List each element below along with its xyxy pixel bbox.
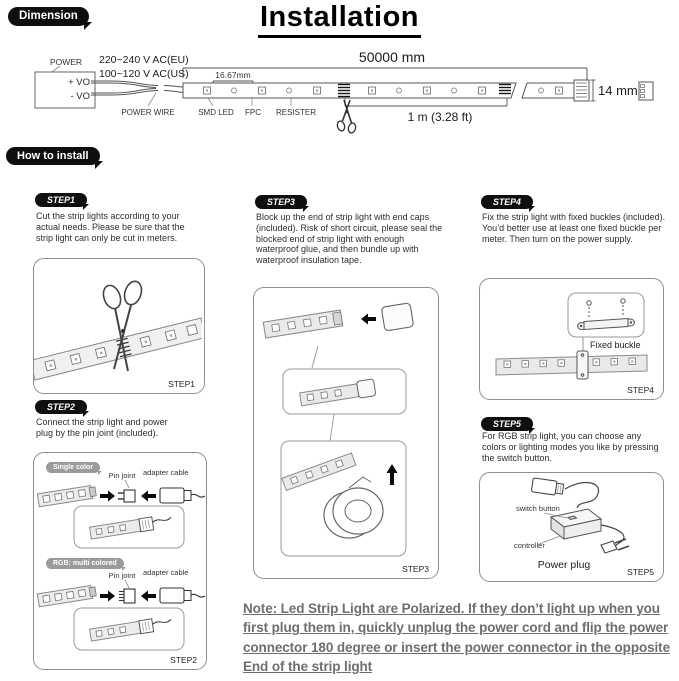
step1-diagram xyxy=(34,259,202,391)
step1-figure xyxy=(33,258,205,394)
page-title: Installation xyxy=(0,1,679,38)
power-plug-label: Power plug xyxy=(537,559,591,571)
step2-rgb-diagram xyxy=(34,565,206,657)
step5-diagram xyxy=(480,473,661,579)
fpc-label: FPC xyxy=(245,108,261,117)
power-wire xyxy=(91,81,183,95)
strip-piece xyxy=(37,485,96,507)
adapter-cable xyxy=(160,588,205,603)
led-strip xyxy=(183,80,589,101)
cable xyxy=(565,483,599,508)
resister-label: RESISTER xyxy=(275,108,317,117)
adapter-cable-label: adapter cable xyxy=(143,469,189,477)
width-dimension xyxy=(591,80,596,101)
step1-badge: STEP1 xyxy=(35,193,87,207)
how-to-install-badge: How to install xyxy=(6,147,100,165)
adapter-cable xyxy=(160,488,205,503)
strip-connector xyxy=(531,478,564,496)
step5-badge: STEP5 xyxy=(481,417,533,431)
switch-button-label: switch button xyxy=(516,504,560,513)
step3-diagram xyxy=(254,288,436,576)
smd-led-label: SMD LED xyxy=(198,108,234,117)
mounted-strip xyxy=(496,351,647,379)
led-pitch-label: 16.67mm xyxy=(215,70,251,80)
step3-description: Block up the end of strip light with end caps (included). Risk of short circuit, please seal the blocked end of strip light with enough waterproof glue, and then bundle up with waterproof insulation tape. xyxy=(256,212,443,266)
step4-diagram xyxy=(480,279,661,397)
strip-width-label: 14 mm xyxy=(598,83,638,98)
arrow-right-icon xyxy=(100,491,115,502)
buckle-clamp xyxy=(577,351,588,379)
plus-terminal-label: + VO xyxy=(68,77,90,88)
step5-description: For RGB strip light, you can choose any colors or lighting modes you like by pressing the switch button. xyxy=(482,431,659,463)
cut-length-label: 1 m (3.28 ft) xyxy=(407,110,473,124)
controller-label: controller xyxy=(514,541,545,550)
voltage-us-label: 100~120 V AC(US) xyxy=(99,68,189,80)
strip-dimension-diagram xyxy=(0,40,679,140)
arrow-left-icon xyxy=(141,491,156,502)
arrow-left-icon xyxy=(361,314,376,325)
fixed-buckle-label: Fixed buckle xyxy=(590,340,641,350)
spare-connector xyxy=(639,82,653,100)
cut-length-dimension xyxy=(345,98,507,106)
power-plug xyxy=(601,539,629,553)
power-wire-label: POWER WIRE xyxy=(121,108,175,117)
step2-corner-label: STEP2 xyxy=(170,655,197,665)
callout-lines xyxy=(208,98,291,106)
power-label: POWER xyxy=(49,57,83,67)
voltage-eu-label: 220~240 V AC(EU) xyxy=(99,54,189,66)
step3-corner-label: STEP3 xyxy=(402,564,429,574)
dimension-section-badge: Dimension xyxy=(8,7,89,26)
rgb-multi-color-badge: RGB: multi colored xyxy=(46,558,124,569)
step5-figure xyxy=(479,472,664,582)
total-length-label: 50000 mm xyxy=(358,49,426,65)
step1-corner-label: STEP1 xyxy=(168,379,195,389)
pin-joint-connector-4pin xyxy=(119,589,135,603)
adapter-cable-label: adapter cable xyxy=(143,568,189,577)
step2-single-color-diagram xyxy=(34,469,206,555)
pin-joint-connector xyxy=(118,490,135,502)
arrow-left-icon xyxy=(141,591,156,602)
step4-corner-label: STEP4 xyxy=(627,385,654,395)
step5-corner-label: STEP5 xyxy=(627,567,654,577)
arrow-right-icon xyxy=(100,591,115,602)
end-connector xyxy=(574,80,589,101)
single-color-badge: Single color xyxy=(46,462,100,473)
step4-badge: STEP4 xyxy=(481,195,533,209)
pin-joint-label: Pin joint xyxy=(108,571,136,580)
buckle-detail-box xyxy=(568,293,644,337)
step2-figure xyxy=(33,452,207,670)
step2-description: Connect the strip light and power plug by the pin joint (included). xyxy=(36,417,168,438)
step3-figure xyxy=(253,287,439,579)
controller xyxy=(551,509,601,539)
step2-badge: STEP2 xyxy=(35,400,87,414)
minus-terminal-label: - VO xyxy=(70,91,90,102)
step3-badge: STEP3 xyxy=(255,195,307,209)
strip-piece xyxy=(37,585,96,607)
polarity-note: Note: Led Strip Light are Polarized. If they don’t light up when you first plug them in, quickly unplug the power cord and flip the power connector 180 degree or insert the power connector in the opposite End of the strip light xyxy=(243,601,670,674)
strip-end xyxy=(263,310,343,338)
end-cap xyxy=(381,303,413,331)
step1-description: Cut the strip lights according to your actual needs. Please be sure that the strip light can only be cut in meters. xyxy=(36,211,185,243)
pin-joint-label: Pin joint xyxy=(108,471,136,480)
step4-description: Fix the strip light with fixed buckles (included). You’d better use at least one fixed buckle per meter. Then turn on the power supply. xyxy=(482,212,666,244)
step4-figure xyxy=(479,278,664,400)
scissors-icon xyxy=(336,100,356,134)
